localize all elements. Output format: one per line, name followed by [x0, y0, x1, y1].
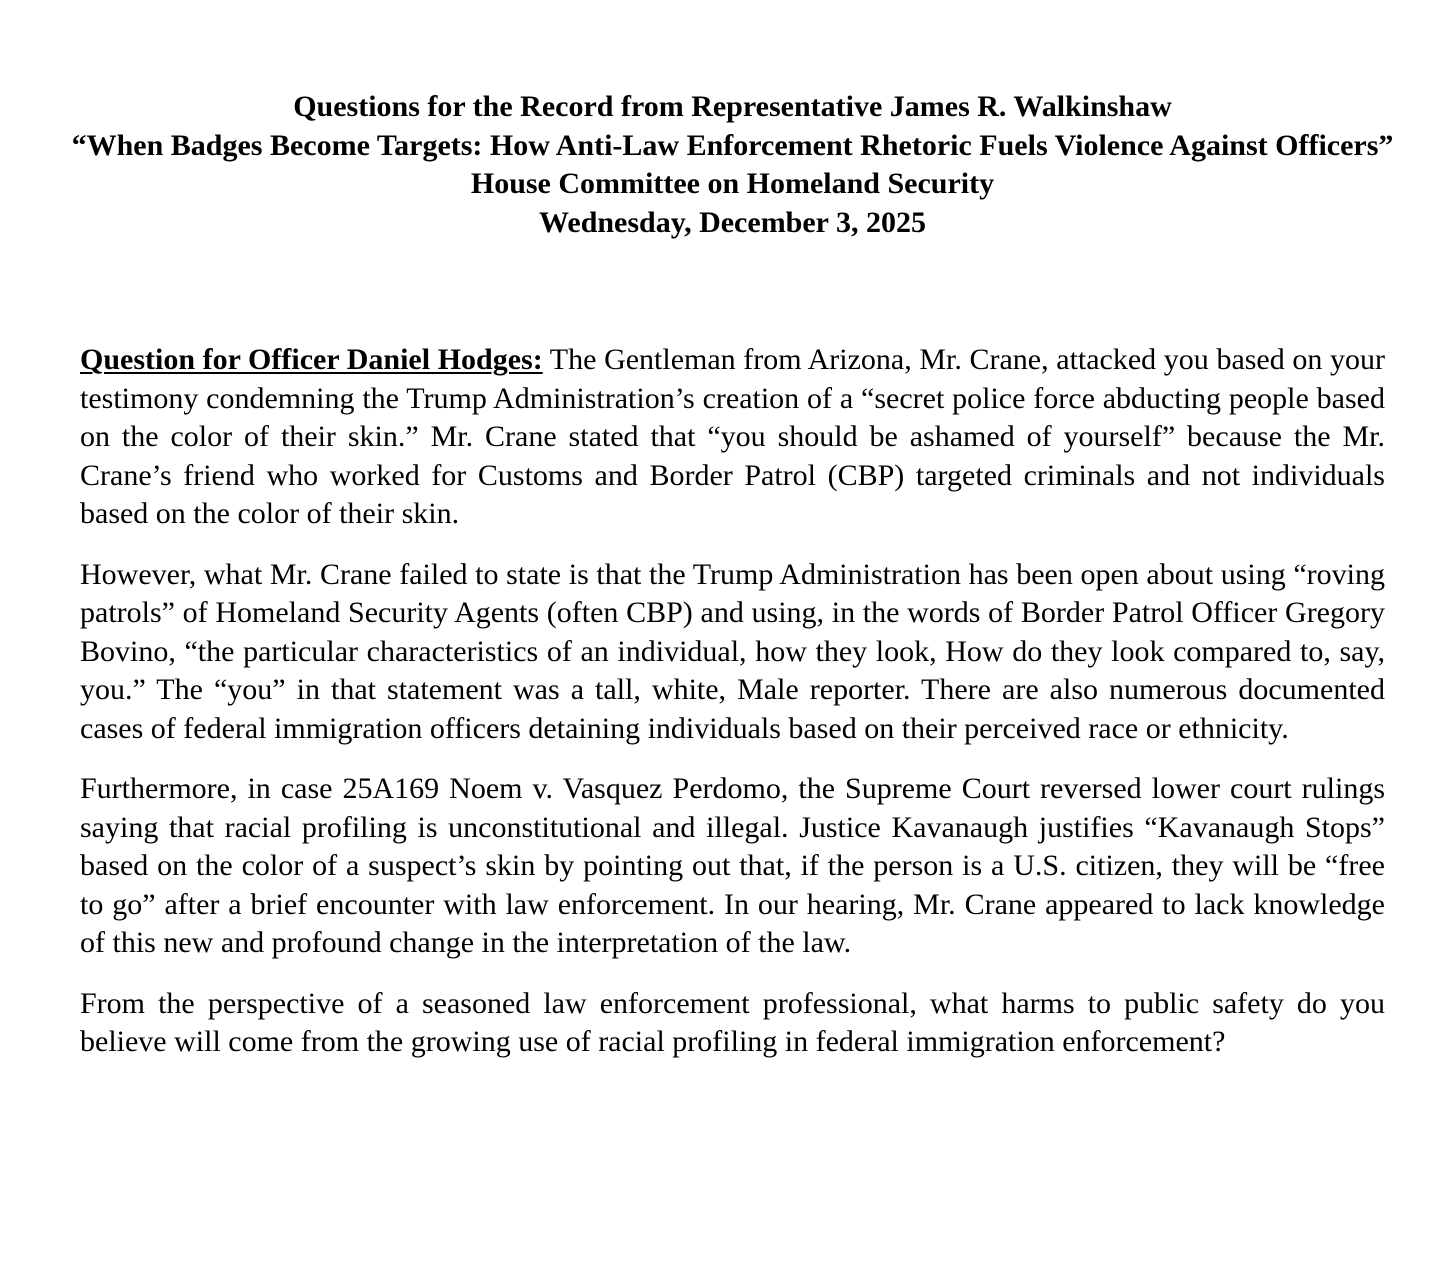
document-body — [80, 341, 1385, 1084]
document-header — [60, 88, 1405, 242]
paragraph-2: However, what Mr. Crane failed to state is that the Trump Administration has been open about using “roving patrols” of Homeland Security Agents (often CBP) and using, in the words of Border Patrol Officer Gregory Bovino, “the particular characteristics of an individual, how they look, How do they look compared to, say, you.” The “you” in that statement was a tall, white, Male reporter. There are also numerous documented cases of federal immigration officers detaining individuals based on their perceived race or ethnicity. — [80, 557, 1385, 745]
question-label: Question for Officer Daniel Hodges: — [80, 343, 543, 376]
committee-name: House Committee on Homeland Security — [470, 167, 995, 200]
hearing-date: Wednesday, December 3, 2025 — [539, 205, 926, 239]
paragraph-1-text: The Gentleman from Arizona, Mr. Crane, attacked you based on your testimony condemning the Trump Administration’s creation of a “secret police force abducting people based on the color of their skin.” Mr. Crane stated that “you should be ashamed of yourself” because the Mr. Crane’s friend who worked for Customs and Border Patrol (CBP) targeted criminals and not individuals based on the color of their skin. — [80, 343, 1385, 530]
hearing-title: “When Badges Become Targets: How Anti-Law Enforcement Rhetoric Fuels Violence Against Officers” — [71, 128, 1394, 162]
paragraph-1 — [80, 341, 1385, 534]
paragraph-3: Furthermore, in case 25A169 Noem v. Vasquez Perdomo, the Supreme Court reversed lower court rulings saying that racial profiling is unconstitutional and illegal. Justice Kavanaugh justifies “Kavanaugh Stops” based on the color of a suspect’s skin by pointing out that, if the person is a U.S. citizen, they will be “free to go” after a brief encounter with law enforcement. In our hearing, Mr. Crane appeared to lack knowledge of this new and profound change in the interpretation of the law. — [80, 772, 1385, 959]
paragraph-4: From the perspective of a seasoned law enforcement professional, what harms to public safety do you believe will come from the growing use of racial profiling in federal immigration enforcement? — [80, 986, 1385, 1058]
header-title: Questions for the Record from Representative James R. Walkinshaw — [293, 90, 1172, 123]
